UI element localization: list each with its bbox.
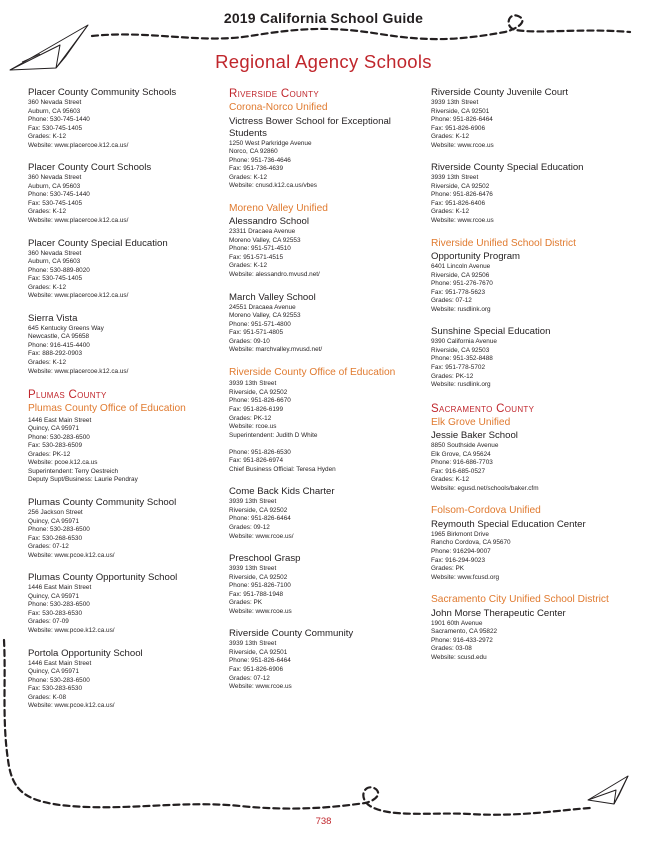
school-detail-line: Phone: 951-571-4510 (229, 245, 291, 253)
school-detail-line: 256 Jackson Street (28, 509, 83, 516)
school-detail-line: Website: www.rcoe.us/ (229, 532, 294, 540)
school-listing (28, 648, 228, 711)
page-number: 738 (315, 816, 332, 827)
school-detail-line: Fax: 951-826-6199 (229, 405, 284, 413)
school-listing (229, 553, 429, 616)
school-detail-line: Grades: 07-12 (28, 543, 69, 551)
school-detail-line: Phone: 951-826-6670 (229, 397, 291, 405)
school-name: Sierra Vista (28, 312, 78, 324)
school-detail-line: Fax: 530-283-6509 (28, 442, 83, 450)
school-listing (28, 162, 228, 225)
school-detail-line: Phone: 916-686-7703 (431, 459, 493, 467)
school-detail-line: Grades: K-12 (28, 133, 67, 141)
school-detail-line: Grades: K-12 (28, 283, 67, 291)
school-detail-line: Grades: K-12 (431, 208, 470, 216)
school-detail-line: Phone: 951-826-6476 (431, 191, 493, 199)
school-detail-line: Phone: 951-826-6464 (229, 515, 291, 523)
school-listing (229, 486, 429, 541)
school-listing (28, 572, 228, 635)
school-detail-line: Fax: 951-826-6406 (431, 199, 486, 207)
school-detail-line: Superintendent: Judith D White (229, 431, 318, 439)
school-detail-line: Grades: K-12 (431, 476, 470, 484)
school-detail-line: Website: alessandro.mvusd.net/ (229, 271, 320, 279)
school-listing (431, 430, 631, 493)
county-heading: Plumas County (28, 389, 107, 402)
school-detail-line: Superintendent: Terry Oestreich (28, 467, 119, 475)
school-name: Come Back Kids Charter (229, 486, 335, 498)
school-detail-line: 1446 East Main Street (28, 416, 92, 424)
school-detail-line: Riverside, CA 92502 (229, 388, 288, 396)
school-detail-line: Newcastle, CA 95658 (28, 333, 90, 341)
listing-group (431, 402, 631, 494)
school-listing (229, 292, 429, 355)
listing-group (431, 87, 631, 226)
school-detail-line: Phone: 951-736-4646 (229, 156, 291, 164)
school-listing (431, 87, 631, 150)
school-name: Placer County Special Education (28, 237, 168, 249)
directory-column-1 (28, 87, 228, 711)
school-name: Riverside County Juvenile Court (431, 87, 569, 98)
school-detail-line: Fax: 951-788-1948 (229, 590, 284, 598)
school-detail-line: Website: www.rcoe.us (431, 217, 494, 225)
school-name: Riverside County Community (229, 628, 354, 640)
school-listing (431, 162, 631, 225)
school-detail-line: Phone: 951-826-6464 (431, 116, 493, 124)
school-name: Riverside County Special Education (431, 162, 584, 174)
county-heading: Riverside County (229, 88, 319, 100)
school-detail-line: Website: pcoe.k12.ca.us (28, 459, 98, 467)
school-detail-line: Website: rcoe.us (229, 423, 277, 431)
school-detail-line: Grades: PK (431, 565, 465, 573)
district-heading: Folsom-Cordova Unified (431, 505, 541, 517)
school-detail-line: Phone: 530-745-1440 (28, 191, 90, 199)
school-detail-line: Rancho Cordova, CA 95670 (431, 539, 511, 547)
district-heading: Sacramento City Unified School District (431, 594, 609, 606)
school-detail-line: Grades: K-12 (28, 208, 67, 216)
listing-group (431, 505, 631, 582)
school-detail-line: 1250 West Parkridge Avenue (229, 139, 312, 147)
school-detail-line: Fax: 530-283-6530 (28, 685, 83, 693)
school-detail-line: 360 Nevada Street (28, 249, 82, 257)
listing-group (229, 87, 429, 191)
school-detail-line: 3939 13th Street (431, 99, 479, 106)
school-detail-line: Fax: 951-778-5623 (431, 288, 486, 296)
school-name: Portola Opportunity School (28, 647, 143, 659)
school-detail-line: Phone: 916-433-2972 (431, 636, 493, 644)
school-detail-line: Quincy, CA 95971 (28, 425, 80, 433)
school-listing (229, 628, 429, 691)
school-detail-line: Grades: PK-12 (431, 372, 474, 380)
school-name: Jessie Baker School (431, 430, 518, 442)
school-detail-line: Phone: 530-283-6500 (28, 526, 90, 534)
school-detail-line: Riverside, CA 92502 (229, 573, 288, 581)
school-detail-line: Website: www.placercoe.k12.ca.us/ (28, 367, 129, 375)
school-detail-line: Website: www.fcusd.org (431, 573, 500, 581)
school-detail-line: Website: www.rcoe.us (229, 607, 292, 615)
school-detail-line: Grades: K-12 (28, 359, 67, 367)
school-detail-line: 3939 13th Street (229, 640, 277, 648)
school-listing (229, 216, 429, 279)
school-detail-line: Moreno Valley, CA 92553 (229, 312, 301, 320)
district-heading: Plumas County Office of Education (28, 403, 186, 415)
listing-group (229, 367, 429, 692)
school-name: March Valley School (229, 291, 316, 303)
district-heading: Corona-Norco Unified (229, 102, 328, 113)
school-detail-line: Fax: 530-745-1405 (28, 275, 83, 283)
school-detail-line: 1446 East Main Street (28, 659, 92, 667)
school-detail-line: Grades: 07-12 (431, 297, 472, 305)
school-detail-line: 3939 13th Street (229, 380, 277, 388)
school-name: Plumas County Community School (28, 497, 177, 508)
school-detail-line: Fax: 530-268-6530 (28, 534, 83, 542)
school-name: Placer County Court Schools (28, 162, 152, 174)
listing-group (28, 87, 228, 376)
school-detail-line: Fax: 888-292-0903 (28, 350, 83, 358)
school-detail-line: Website: rusdlink.org (431, 305, 491, 313)
school-detail-line: Fax: 951-826-6906 (431, 124, 486, 132)
school-detail-line: 3939 13th Street (229, 565, 277, 573)
district-heading: Moreno Valley Unified (229, 202, 328, 214)
district-heading: Riverside Unified School District (431, 237, 576, 249)
school-detail-line: Riverside, CA 92501 (431, 107, 490, 115)
county-heading: Sacramento County (431, 402, 535, 415)
school-detail-line: Website: scusd.edu (431, 653, 487, 661)
school-detail-line: Elk Grove, CA 95624 (431, 450, 491, 458)
school-detail-line: Website: www.placercoe.k12.ca.us/ (28, 141, 129, 149)
listing-group (28, 388, 228, 711)
school-detail-line: Chief Business Official: Teresa Hyden (229, 465, 336, 473)
school-detail-line: Grades: K-12 (431, 133, 470, 141)
school-listing (229, 116, 429, 191)
school-detail-line: Phone: 530-889-8020 (28, 266, 90, 274)
school-detail-line: Deputy Supt/Business: Laurie Pendray (28, 476, 138, 484)
school-detail-line: Phone: 951-826-6464 (229, 657, 291, 665)
school-detail-line: Phone: 951-826-6530 (229, 448, 291, 456)
school-detail-line: Grades: 09-10 (229, 337, 270, 345)
school-detail-line: Sacramento, CA 95822 (431, 628, 498, 636)
school-detail-line: 9390 California Avenue (431, 338, 497, 346)
school-detail-line: Norco, CA 92860 (229, 148, 278, 156)
school-name: Preschool Grasp (229, 553, 301, 565)
school-detail-line: Grades: K-08 (28, 693, 67, 701)
school-detail-line: Auburn, CA 95603 (28, 107, 81, 115)
school-detail-line: Website: www.pcoe.k12.ca.us/ (28, 627, 115, 635)
school-detail-line: Website: www.rcoe.us (229, 683, 292, 691)
school-listing (28, 417, 228, 485)
school-name: Plumas County Opportunity School (28, 572, 178, 584)
school-detail-line: Fax: 951-736-4639 (229, 165, 284, 173)
school-detail-line: Website: marchvalley.mvusd.net/ (229, 346, 323, 354)
school-detail-line (229, 440, 429, 449)
school-detail-line: Website: www.placercoe.k12.ca.us/ (28, 217, 129, 225)
school-detail-line: Website: www.pcoe.k12.ca.us/ (28, 551, 115, 559)
school-detail-line: Phone: 530-283-6500 (28, 676, 90, 684)
school-listing (28, 238, 228, 301)
directory-column-2 (229, 87, 429, 692)
school-detail-line: Auburn, CA 95603 (28, 182, 81, 190)
listing-group (229, 203, 429, 355)
school-listing (431, 251, 631, 314)
school-detail-line: 6401 Lincoln Avenue (431, 263, 491, 271)
school-detail-line: Grades: K-12 (229, 173, 268, 181)
school-detail-line: 3939 13th Street (229, 498, 277, 506)
school-detail-line: 23311 Dracaea Avenue (229, 228, 296, 236)
school-detail-line: Riverside, CA 92502 (431, 182, 490, 190)
school-listing (431, 326, 631, 389)
paper-airplane-icon (588, 776, 628, 804)
school-detail-line: Riverside, CA 92502 (229, 506, 288, 514)
school-detail-line: Phone: 951-571-4800 (229, 320, 291, 328)
school-detail-line: Fax: 916-294-9023 (431, 556, 486, 564)
school-detail-line: Grades: PK-12 (28, 450, 71, 458)
school-name: Sunshine Special Education (431, 326, 551, 338)
school-detail-line: Quincy, CA 95971 (28, 592, 80, 600)
listing-group (431, 238, 631, 390)
school-detail-line: Grades: 07-12 (229, 674, 270, 682)
school-detail-line: Grades: PK (229, 599, 263, 607)
school-detail-line: Website: www.pcoe.k12.ca.us/ (28, 702, 115, 710)
school-listing (28, 313, 228, 376)
school-listing (28, 87, 228, 150)
school-detail-line: 1901 60th Avenue (431, 619, 483, 627)
school-detail-line: Riverside, CA 92501 (229, 648, 288, 656)
school-name: Opportunity Program (431, 251, 521, 263)
school-detail-line: Phone: 951-352-8488 (431, 355, 493, 363)
school-detail-line: Riverside, CA 92503 (431, 346, 490, 354)
school-detail-line: Grades: 09-12 (229, 524, 270, 531)
school-detail-line: Phone: 530-283-6500 (28, 433, 90, 441)
school-detail-line: Fax: 916-685-0527 (431, 467, 486, 475)
page-title: Regional Agency Schools (215, 51, 432, 72)
district-heading: Elk Grove Unified (431, 416, 511, 428)
directory-column-3 (431, 87, 631, 662)
district-heading: Riverside County Office of Education (229, 366, 396, 378)
school-listing (431, 608, 631, 663)
school-detail-line: Website: www.rcoe.us (431, 141, 494, 149)
school-listing (229, 380, 429, 474)
school-detail-line: Grades: PK-12 (229, 414, 272, 422)
school-detail-line: Website: www.placercoe.k12.ca.us/ (28, 292, 129, 300)
school-name: Victress Bower School for Exceptional Students (229, 115, 391, 139)
school-detail-line: Grades: K-12 (229, 262, 268, 270)
school-detail-line: Phone: 951-276-7670 (431, 280, 493, 288)
school-detail-line: Website: cnusd.k12.ca.us/vbes (229, 182, 317, 190)
school-detail-line: Phone: 951-826-7100 (229, 582, 291, 590)
school-detail-line: Grades: 03-08 (431, 645, 472, 653)
school-listing (28, 497, 228, 560)
school-detail-line: Fax: 951-826-6906 (229, 666, 284, 674)
school-detail-line: 8850 Southside Avenue (431, 442, 499, 450)
school-detail-line: Fax: 530-745-1405 (28, 199, 83, 207)
school-detail-line: Website: egusd.net/schools/baker.cfm (431, 484, 539, 492)
school-detail-line: Fax: 951-571-4805 (229, 329, 284, 337)
school-detail-line: Riverside, CA 92506 (431, 271, 490, 279)
school-detail-line: 645 Kentucky Greens Way (28, 324, 104, 332)
school-detail-line: Phone: 530-283-6500 (28, 601, 90, 609)
guide-title: 2019 California School Guide (223, 10, 424, 26)
school-name: Reymouth Special Education Center (431, 518, 586, 530)
school-detail-line: Phone: 530-745-1440 (28, 116, 90, 124)
school-detail-line: Quincy, CA 95971 (28, 517, 80, 525)
school-name: John Morse Therapeutic Center (431, 607, 566, 619)
school-detail-line: Fax: 951-778-5702 (431, 363, 486, 371)
school-detail-line: 3939 13th Street (431, 174, 479, 182)
school-detail-line: Fax: 951-571-4515 (229, 253, 284, 261)
school-listing (431, 519, 631, 582)
school-detail-line: Quincy, CA 95971 (28, 668, 80, 676)
school-detail-line: Website: rusdlink.org (431, 381, 491, 389)
school-detail-line: Fax: 951-826-6974 (229, 457, 284, 465)
school-name: Placer County Community Schools (28, 87, 177, 98)
school-detail-line: 360 Nevada Street (28, 99, 82, 106)
school-detail-line: 360 Nevada Street (28, 174, 82, 182)
listing-group (431, 594, 631, 662)
school-detail-line: 1965 Birkmont Drive (431, 530, 489, 538)
school-detail-line: Moreno Valley, CA 92553 (229, 236, 301, 244)
school-detail-line: Fax: 530-283-6530 (28, 609, 83, 617)
school-name: Alessandro School (229, 216, 309, 228)
school-detail-line: Fax: 530-745-1405 (28, 124, 83, 132)
school-detail-line: Auburn, CA 95603 (28, 258, 81, 266)
school-detail-line: 24551 Dracaea Avenue (229, 303, 296, 311)
school-detail-line: Phone: 916294-9007 (431, 548, 491, 555)
school-detail-line: Grades: 07-09 (28, 618, 69, 626)
school-detail-line: 1446 East Main Street (28, 584, 92, 592)
school-detail-line: Phone: 916-415-4400 (28, 341, 90, 349)
